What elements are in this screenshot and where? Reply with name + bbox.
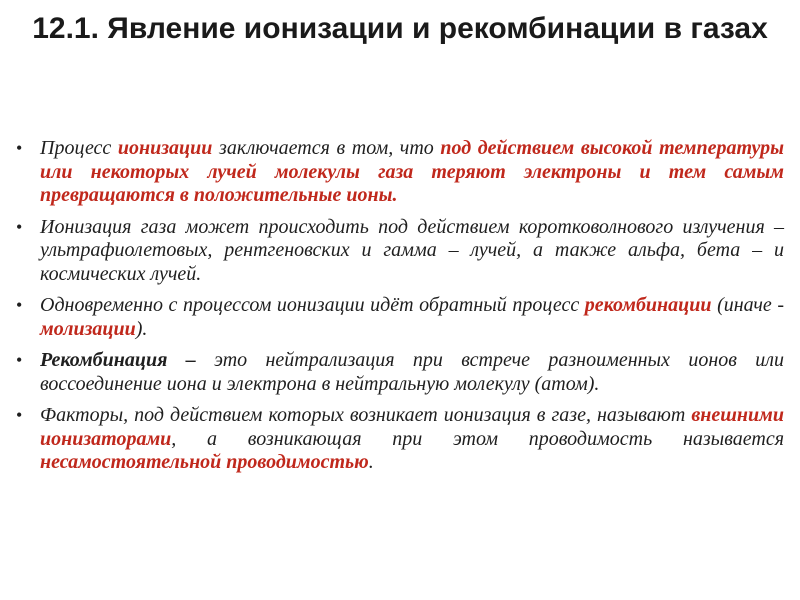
bullet-marker: • [16,405,23,425]
text: . [368,451,374,473]
ionization-definition: под действием высокой температуры или некоторых лучей молекулы газа теряют электроны и тем самым превращаются в положительные ионы. [40,137,785,206]
slide-title: 12.1. Явление ионизации и рекомбинации в газах [32,12,768,45]
term-ionization: ионизации [117,137,213,159]
bullet-ionization-sources [14,216,784,287]
bullet-marker: • [16,216,23,237]
bullet-marker: • [16,295,23,315]
bullet-recombination-process [14,294,784,341]
bullet-marker: • [16,350,23,370]
bullet-recombination-definition [14,349,784,396]
bullet-external-ionizers [14,404,784,475]
text: , а возникающая при этом проводимость называется [171,427,784,450]
text: Процесс [40,137,118,159]
text: (иначе - [711,294,784,316]
term-external-ionizers: внешними ионизаторами [40,404,784,450]
term-recombination: рекомбинации [584,294,712,316]
text: ). [135,317,148,340]
text: это нейтрализация при встрече разноименных ионов или воссоединение иона и электрона в нейтральную молекулу (атом). [40,349,784,395]
bullet-ionization-process [14,137,784,208]
bullet-list [14,137,784,483]
bullet-marker: • [16,138,23,158]
text: Одновременно с процессом ионизации идёт обратный процесс [40,294,585,316]
term-non-self-sustained-conductivity: несамостоятельной проводимостью [40,451,369,473]
text: Факторы, под действием которых возникает ионизация в газе, называют [40,404,692,426]
text: заключается в том, что [212,137,441,159]
text: Ионизация газа может происходить под действием коротковолнового излучения – ультрафиолетовых, рентгеновских и гамма – лучей, а также альфа, бета – и космических лучей. [40,215,784,285]
term-molization: молизации [40,317,136,340]
term-recombination-bold: Рекомбинация – [40,349,196,371]
